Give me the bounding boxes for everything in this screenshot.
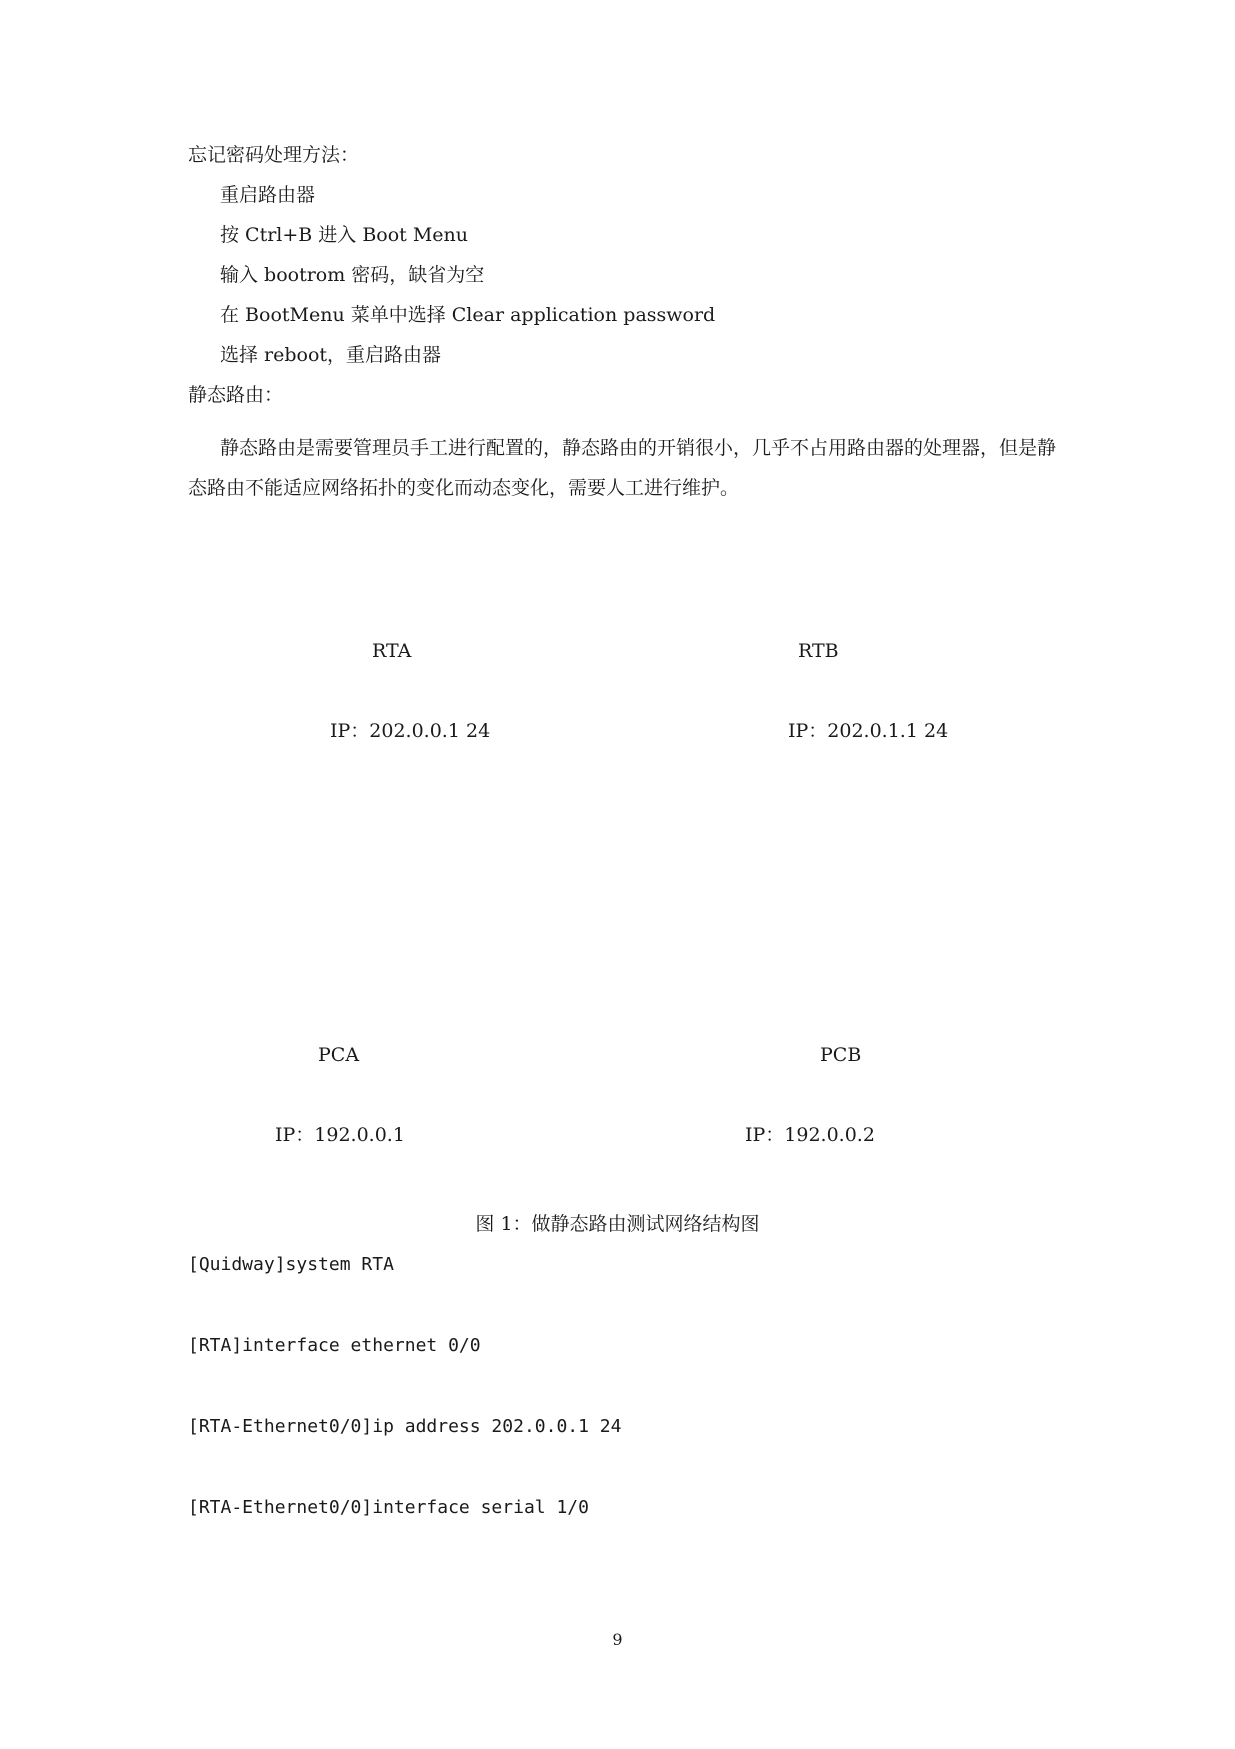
rtb-ip: IP：202.0.1.1 24 [788, 720, 949, 742]
figure-caption: 图 1：做静态路由测试网络结构图 [475, 1213, 760, 1235]
config-line-1: [Quidway]system RTA [188, 1254, 394, 1275]
pcb-name: PCB [820, 1044, 862, 1066]
forgot-password-heading: 忘记密码处理方法： [188, 144, 360, 166]
pca-ip: IP：192.0.0.1 [275, 1124, 405, 1146]
pcb-ip: IP：192.0.0.2 [745, 1124, 875, 1146]
page-number: 9 [612, 1630, 623, 1649]
step-restart-router: 重启路由器 [220, 184, 316, 206]
pca-name: PCA [318, 1044, 360, 1066]
step-ctrl-b: 按 Ctrl+B 进入 Boot Menu [220, 224, 469, 246]
static-route-heading: 静态路由： [188, 384, 284, 406]
rtb-name: RTB [798, 640, 839, 662]
config-line-2: [RTA]interface ethernet 0/0 [188, 1335, 481, 1356]
rta-ip: IP：202.0.0.1 24 [330, 720, 491, 742]
static-route-paragraph: 静态路由是需要管理员手工进行配置的，静态路由的开销很小，几乎不占用路由器的处理器，但是静态路由不能适应网络拓扑的变化而动态变化，需要人工进行维护。 [188, 437, 1057, 499]
step-bootrom-password: 输入 bootrom 密码，缺省为空 [220, 264, 485, 286]
step-reboot: 选择 reboot，重启路由器 [220, 344, 442, 366]
config-line-3: [RTA-Ethernet0/0]ip address 202.0.0.1 24 [188, 1416, 622, 1437]
rta-name: RTA [372, 640, 412, 662]
step-clear-password: 在 BootMenu 菜单中选择 Clear application password [220, 304, 716, 326]
config-line-4: [RTA-Ethernet0/0]interface serial 1/0 [188, 1497, 589, 1518]
